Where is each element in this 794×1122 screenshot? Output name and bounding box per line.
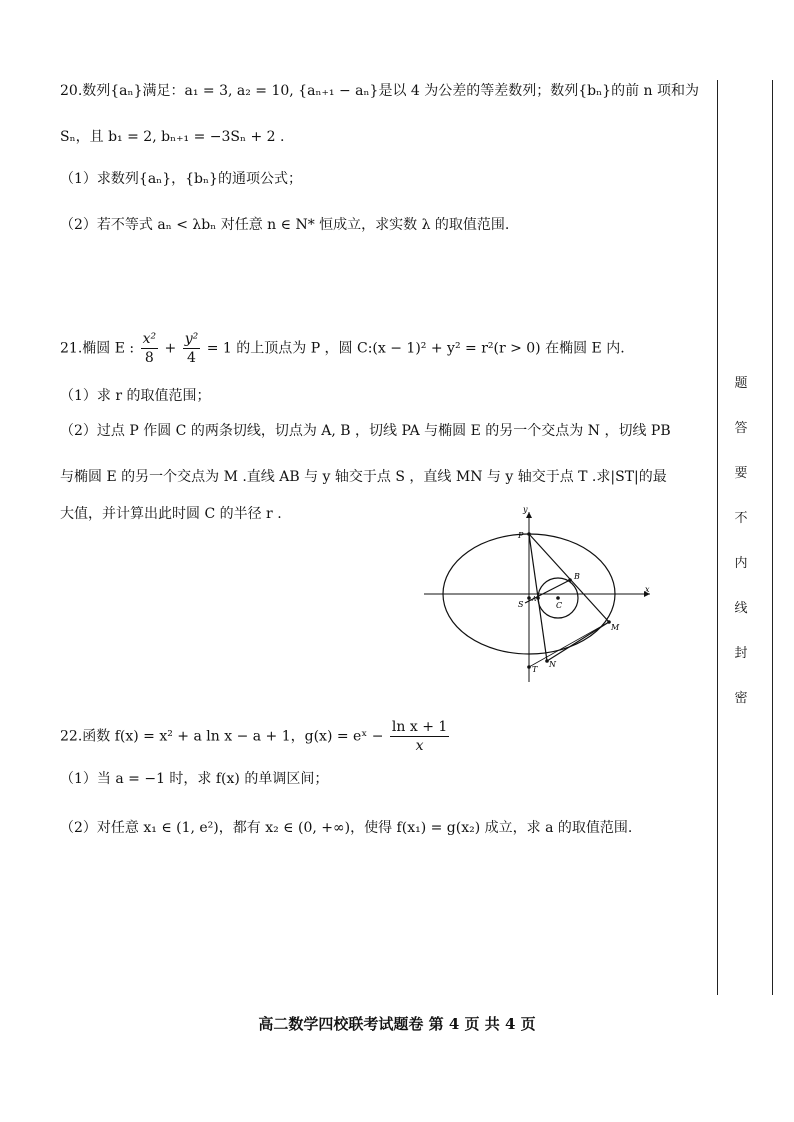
q20-stem-line2: Sₙ，且 b₁ = 2, bₙ₊₁ = −3Sₙ + 2 . — [60, 129, 285, 145]
label-C: C — [556, 601, 563, 610]
ellipse-circle-figure — [420, 500, 660, 685]
seal-char: 线 — [734, 601, 748, 616]
q21-plus: + — [160, 340, 181, 357]
seal-char: 封 — [734, 646, 748, 661]
q21-frac2-numerator: y² — [184, 331, 199, 347]
seal-char: 题 — [734, 376, 748, 391]
q21-part2-line3: 大值，并计算出此时圆 C 的半径 r . — [60, 506, 282, 522]
label-A: A — [532, 596, 537, 603]
q21-part2-line2: 与椭圆 E 的另一个交点为 M .直线 AB 与 y 轴交于点 S ，直线 MN 与 y 轴交于点 T .求|ST|的最 — [60, 469, 667, 485]
q21-frac1-denominator: 8 — [144, 350, 154, 366]
q20-part1: （1）求数列{aₙ}，{bₙ}的通项公式； — [60, 171, 302, 187]
q22-part1: （1）当 a = −1 时，求 f(x) 的单调区间； — [60, 771, 329, 787]
q21-stem-suffix: = 1 的上顶点为 P ，圆 C:(x − 1)² + y² = r²(r > 0) 在椭圆 E 内. — [202, 340, 625, 357]
q22-frac-denominator: x — [415, 738, 424, 754]
q20-part2: （2）若不等式 aₙ < λbₙ 对任意 n ∈ N* 恒成立，求实数 λ 的取值范围. — [60, 217, 510, 233]
q22-stem-prefix: 22.函数 f(x) = x² + a ln x − a + 1，g(x) = eˣ − — [60, 728, 388, 745]
point-C — [556, 596, 560, 600]
label-T: T — [532, 665, 538, 674]
q22-part2: （2）对任意 x₁ ∈ (1, e²)，都有 x₂ ∈ (0, +∞)，使得 f(x₁) = g(x₂) 成立，求 a 的取值范围. — [60, 820, 633, 836]
q21-fraction-x — [141, 330, 159, 367]
q21-frac1-numerator: x² — [142, 331, 157, 347]
label-M: M — [611, 623, 620, 632]
line-MT — [529, 622, 609, 667]
q21-stem — [60, 330, 625, 367]
label-y: y — [523, 505, 528, 514]
point-T — [527, 665, 531, 669]
q21-part2-line1: （2）过点 P 作圆 C 的两条切线，切点为 A, B ，切线 PA 与椭圆 E 的另一个交点为 N ，切线 PB — [60, 423, 671, 439]
label-B: B — [574, 572, 580, 581]
label-x: x — [645, 585, 650, 594]
seal-char: 答 — [734, 421, 748, 436]
q21-frac2-denominator: 4 — [187, 350, 196, 366]
q21-fraction-y — [183, 330, 201, 367]
seal-char: 内 — [734, 556, 748, 571]
page-footer: 高二数学四校联考试题卷 第 4 页 共 4 页 — [258, 1015, 536, 1033]
point-A — [536, 596, 540, 600]
q22-frac-numerator: ln x + 1 — [391, 719, 448, 735]
seal-char: 密 — [734, 691, 748, 706]
q21-part1: （1）求 r 的取值范围； — [60, 388, 211, 404]
seal-char: 要 — [734, 466, 748, 481]
label-S: S — [518, 600, 524, 609]
point-B — [568, 578, 572, 582]
q20-stem-line1: 20.数列{aₙ}满足：a₁ = 3, a₂ = 10, {aₙ₊₁ − aₙ}是以 4 为公差的等差数列；数列{bₙ}的前 n 项和为 — [60, 83, 699, 99]
line-MN — [547, 622, 609, 661]
q22-fraction — [390, 718, 449, 755]
binding-rule-right — [772, 80, 773, 995]
label-P: P — [518, 531, 524, 540]
label-N: N — [549, 660, 556, 669]
seal-char: 不 — [734, 511, 748, 526]
point-S — [527, 596, 531, 600]
binding-rule-left — [717, 80, 718, 995]
q22-stem — [60, 718, 451, 755]
point-P — [527, 532, 531, 536]
q21-stem-prefix: 21.椭圆 E : — [60, 340, 139, 357]
